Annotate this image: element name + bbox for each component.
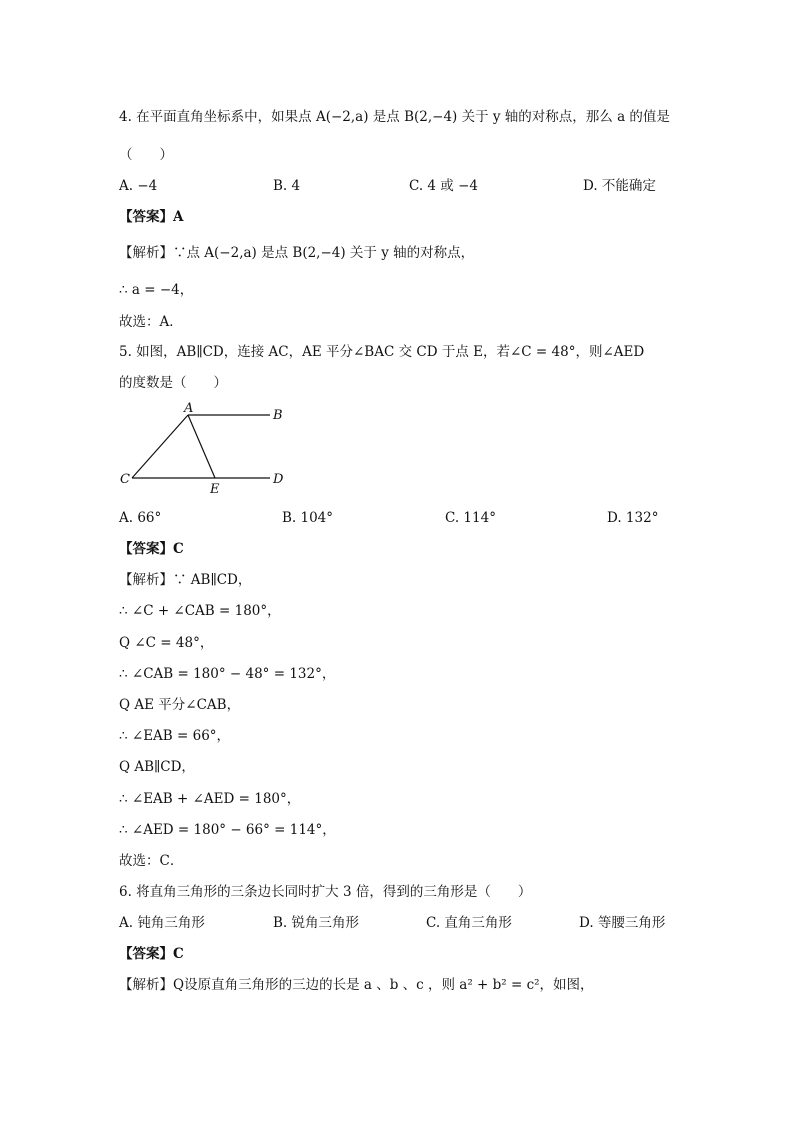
- q5-analysis-8: ∴ ∠EAB + ∠AED = 180°，: [119, 791, 301, 807]
- q5-option-d: D. 132°: [607, 510, 659, 526]
- q5-figure: [118, 400, 298, 496]
- q6-stem: 6. 将直角三角形的三条边长同时扩大 3 倍，得到的三角形是（ ）: [119, 884, 532, 900]
- label-d: D: [273, 472, 284, 487]
- q5-option-b: B. 104°: [282, 510, 334, 526]
- q4-answer: 【答案】A: [119, 209, 184, 225]
- q4-option-d: D. 不能确定: [583, 178, 656, 194]
- q5-analysis-6: ∴ ∠EAB = 66°，: [119, 728, 231, 744]
- q5-analysis-4: ∴ ∠CAB = 180° − 48° = 132°，: [119, 666, 336, 682]
- q5-option-c: C. 114°: [445, 510, 496, 526]
- q6-answer: 【答案】C: [119, 946, 184, 962]
- q5-analysis-5: Q AE 平分∠CAB，: [119, 697, 241, 713]
- q5-stem-1: 5. 如图，AB∥CD，连接 AC，AE 平分∠BAC 交 CD 于点 E，若∠C = 48°，则∠AED: [119, 344, 645, 360]
- q6-option-b: B. 锐角三角形: [273, 915, 360, 931]
- q4-option-b: B. 4: [273, 178, 301, 194]
- q4-analysis-2: ∴ a = −4，: [119, 282, 194, 298]
- q4-stem: 4. 在平面直角坐标系中，如果点 A(−2,a) 是点 B(2,−4) 关于 y 轴的对称点，那么 a 的值是: [119, 109, 670, 125]
- q6-option-d: D. 等腰三角形: [579, 915, 666, 931]
- q6-analysis-1: 【解析】Q设原直角三角形的三边的长是 a 、b 、c ，则 a² + b² = c²，如图，: [119, 977, 594, 993]
- q5-analysis-2: ∴ ∠C + ∠CAB = 180°，: [119, 603, 281, 619]
- q5-analysis-3: Q ∠C = 48°，: [119, 635, 214, 651]
- q4-analysis-1: 【解析】∵点 A(−2,a) 是点 B(2,−4) 关于 y 轴的对称点，: [119, 245, 475, 261]
- q5-analysis-7: Q AB∥CD，: [119, 759, 195, 775]
- q4-analysis-3: 故选：A．: [119, 314, 183, 330]
- q4-paren: （ ）: [119, 147, 173, 163]
- label-c: C: [120, 472, 130, 487]
- q5-analysis-10: 故选：C．: [119, 853, 184, 869]
- q5-analysis-9: ∴ ∠AED = 180° − 66° = 114°，: [119, 822, 336, 838]
- segment-ac: [132, 415, 188, 478]
- segment-ae: [188, 415, 215, 478]
- q4-option-c: C. 4 或 −4: [409, 178, 479, 194]
- label-e: E: [210, 482, 220, 496]
- q6-option-c: C. 直角三角形: [426, 915, 512, 931]
- q5-stem-2: 的度数是（ ）: [119, 375, 227, 391]
- q5-option-a: A. 66°: [119, 510, 162, 526]
- label-b: B: [273, 408, 283, 423]
- q5-answer: 【答案】C: [119, 541, 184, 557]
- q5-analysis-1: 【解析】∵ AB∥CD，: [119, 572, 252, 588]
- q4-option-a: A. −4: [119, 178, 158, 194]
- label-a: A: [184, 401, 194, 416]
- q6-option-a: A. 钝角三角形: [119, 915, 205, 931]
